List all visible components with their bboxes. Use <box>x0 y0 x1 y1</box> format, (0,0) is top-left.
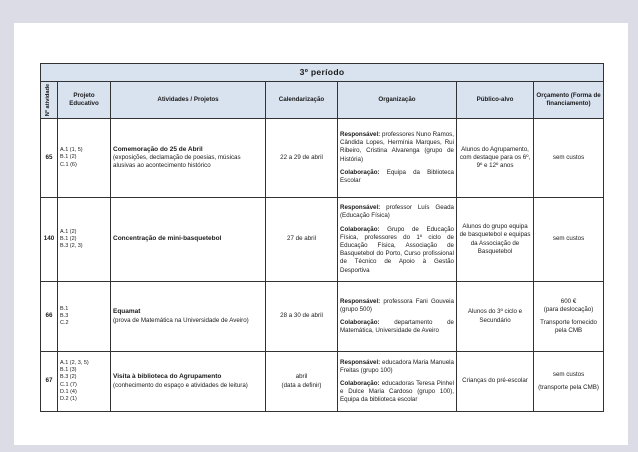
project-codes: A.1 (2) B.1 (2) B.3 (2, 3) <box>58 198 111 282</box>
activity-number: 65 <box>41 119 58 198</box>
activity-cell <box>111 198 266 282</box>
header-budget: Orçamento (Forma de financiamento) <box>534 82 604 119</box>
target-audience: Alunos do grupo equipa de basquetebol e equipas da Associação de Basquetebol <box>457 198 534 282</box>
organization: Responsável: educadora Maria Manuela Freitas (grupo 100) Colaboração: educadoras Teresa Pinhel e Dulce Maria Cardoso (grupo 100), Equipa da biblioteca escolar <box>338 352 457 412</box>
organization: Responsável: professora Fani Gouveia (grupo 500) Colaboração: departamento de Matemática, Universidade de Aveiro <box>338 282 457 352</box>
target-audience: Alunos do 3º ciclo e Secundário <box>457 282 534 352</box>
activity-description: (prova de Matemática na Universidade de Aveiro) <box>113 316 249 324</box>
schedule: abril (data a definir) <box>266 352 338 412</box>
top-margin-bar <box>0 0 638 23</box>
table-row <box>41 282 604 352</box>
project-codes: A.1 (1, 5) B.1 (2) C.1 (6) <box>58 119 111 198</box>
project-codes: B.1 B.3 C.2 <box>58 282 111 352</box>
activity-title: Comemoração do 25 de Abril <box>113 145 203 153</box>
header-row <box>41 82 604 119</box>
right-margin-bar <box>628 23 638 452</box>
header-project: Projeto Educativo <box>58 82 111 119</box>
activity-cell <box>111 119 266 198</box>
budget: sem custos (transporte pela CMB) <box>534 352 604 412</box>
project-codes: A.1 (2, 3, 5) B.1 (3) B.3 (2) C.1 (7) D.1 (4) D.2 (1) <box>58 352 111 412</box>
target-audience: Alunos do Agrupamento, com destaque para os 6º, 9º e 12º anos <box>457 119 534 198</box>
activity-title: Visita à biblioteca do Agrupamento <box>113 373 222 381</box>
table-row <box>41 352 604 412</box>
header-activities: Atividades / Projetos <box>111 82 266 119</box>
table-row <box>41 119 604 198</box>
activity-cell <box>111 282 266 352</box>
activity-number: 66 <box>41 282 58 352</box>
header-num: Nº atividade <box>41 82 58 119</box>
activity-number: 140 <box>41 198 58 282</box>
target-audience: Crianças do pré-escolar <box>457 352 534 412</box>
activity-description: (conhecimento do espaço e atividades de leitura) <box>113 381 248 389</box>
activity-plan-table <box>40 63 604 412</box>
budget: sem custos <box>534 198 604 282</box>
activity-number: 67 <box>41 352 58 412</box>
activity-title: Concentração de mini-basquetebol <box>113 235 222 243</box>
activity-description: (exposições, declamação de poesias, músicas alusivas ao acontecimento histórico <box>113 154 241 170</box>
schedule: 27 de abril <box>266 198 338 282</box>
bottom-margin-bar <box>0 445 638 452</box>
budget: sem custos <box>534 119 604 198</box>
header-organization: Organização <box>338 82 457 119</box>
schedule: 22 a 29 de abril <box>266 119 338 198</box>
budget: 600 € (para deslocação) Transporte fornecido pela CMB <box>534 282 604 352</box>
period-title: 3º período <box>41 64 604 82</box>
activity-title: Equamat <box>113 308 141 316</box>
header-audience: Público-alvo <box>457 82 534 119</box>
header-schedule: Calendarização <box>266 82 338 119</box>
left-margin-bar <box>0 23 14 452</box>
schedule: 28 a 30 de abril <box>266 282 338 352</box>
table-row <box>41 198 604 282</box>
organization: Responsável: professor Luís Geada (Educação Física) Colaboração: Grupo de Educação Física, professores do 1º ciclo de Educação Física, Associação de Basquetebol do Porto, Curso profissional de Técnico de Apoio à Gestão Desportiva <box>338 198 457 282</box>
organization: Responsável: professores Nuno Ramos, Cândida Lopes, Hermínia Marques, Rui Ribeiro, Cristina Alvarenga (grupo de História) Colaboração: Equipa da Biblioteca Escolar <box>338 119 457 198</box>
activity-cell <box>111 352 266 412</box>
